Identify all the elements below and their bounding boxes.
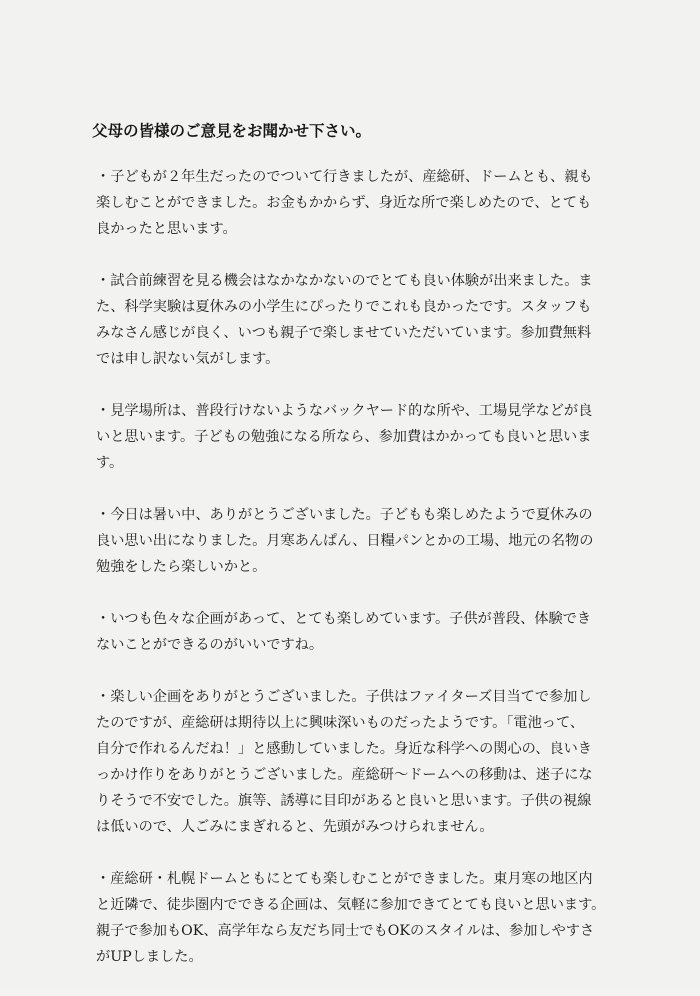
comment-item bbox=[96, 684, 626, 840]
comment-item bbox=[96, 268, 626, 372]
comment-line: ・楽しい企画をありがとうございました。子供はファイターズ目当てで参加し bbox=[96, 689, 592, 705]
comment-item bbox=[96, 606, 626, 658]
comment-line: た、科学実験は夏休みの小学生にぴったりでこれも良かったです。スタッフも bbox=[96, 299, 592, 315]
comment-line: は低いので、人ごみにまぎれると、先頭がみつけられません。 bbox=[96, 819, 494, 835]
comment-line: ・今日は暑い中、ありがとうございました。子どもも楽しめたようで夏休みの bbox=[96, 507, 593, 523]
comment-line: 良い思い出になりました。月寒あんぱん、日糧パンとかの工場、地元の名物の bbox=[96, 533, 594, 549]
comment-line: ・見学場所は、普段行けないようなバックヤード的な所や、工場見学などが良 bbox=[96, 403, 593, 419]
comment-line: 勉強をしたら楽しいかと。 bbox=[96, 559, 267, 575]
comment-line: ないことができるのがいいですね。 bbox=[96, 637, 324, 653]
comment-line: ・試合前練習を見る機会はなかなかないのでとても良い体験が出来ました。ま bbox=[96, 273, 593, 289]
comment-line: りそうで不安でした。旗等、誘導に目印があると良いと思います。子供の視線 bbox=[96, 793, 592, 809]
comment-line: 楽しむことができました。お金もかからず、身近な所で楽しめたので、とても bbox=[96, 195, 592, 211]
comment-line: す。 bbox=[96, 455, 124, 471]
comment-line: ・産総研・札幌ドームともにとても楽しむことができました。東月寒の地区内 bbox=[96, 871, 593, 887]
comment-line: がUPしました。 bbox=[96, 949, 203, 965]
comment-list bbox=[96, 164, 626, 996]
comment-line: っかけ作りをありがとうございました。産総研～ドームへの移動は、迷子にな bbox=[96, 767, 593, 783]
comment-line: 親子で参加もOK、高学年なら友だち同士でもOKのスタイルは、参加しやすさ bbox=[96, 923, 595, 939]
comment-item bbox=[96, 164, 626, 242]
comment-line: 良かったと思います。 bbox=[96, 221, 237, 237]
comment-line: 自分で作れるんだね！」と感動していました。身近な科学への関心の、良いき bbox=[96, 741, 592, 757]
comment-line: ・子どもが２年生だったのでついて行きましたが、産総研、ドームとも、親も bbox=[96, 169, 593, 185]
comment-line: では申し訳ない気がします。 bbox=[96, 351, 280, 367]
comment-line: と近隣で、徒歩圏内でできる企画は、気軽に参加できてとても良いと思います。 bbox=[96, 897, 606, 913]
page-title: 父母の皆様のご意見をお聞かせ下さい。 bbox=[92, 122, 372, 140]
comment-line: ・いつも色々な企画があって、とても楽しめています。子供が普段、体験でき bbox=[96, 611, 592, 627]
comment-line: みなさん感じが良く、いつも親子で楽しませていただいています。参加費無料 bbox=[96, 325, 592, 341]
comment-item bbox=[96, 502, 626, 580]
comment-line: たのですが、産総研は期待以上に興味深いものだったようです。「電池って、 bbox=[96, 715, 585, 731]
comment-item bbox=[96, 398, 626, 476]
comment-line: いと思います。子どもの勉強になる所なら、参加費はかかっても良いと思いま bbox=[96, 429, 592, 445]
comment-item bbox=[96, 866, 626, 970]
